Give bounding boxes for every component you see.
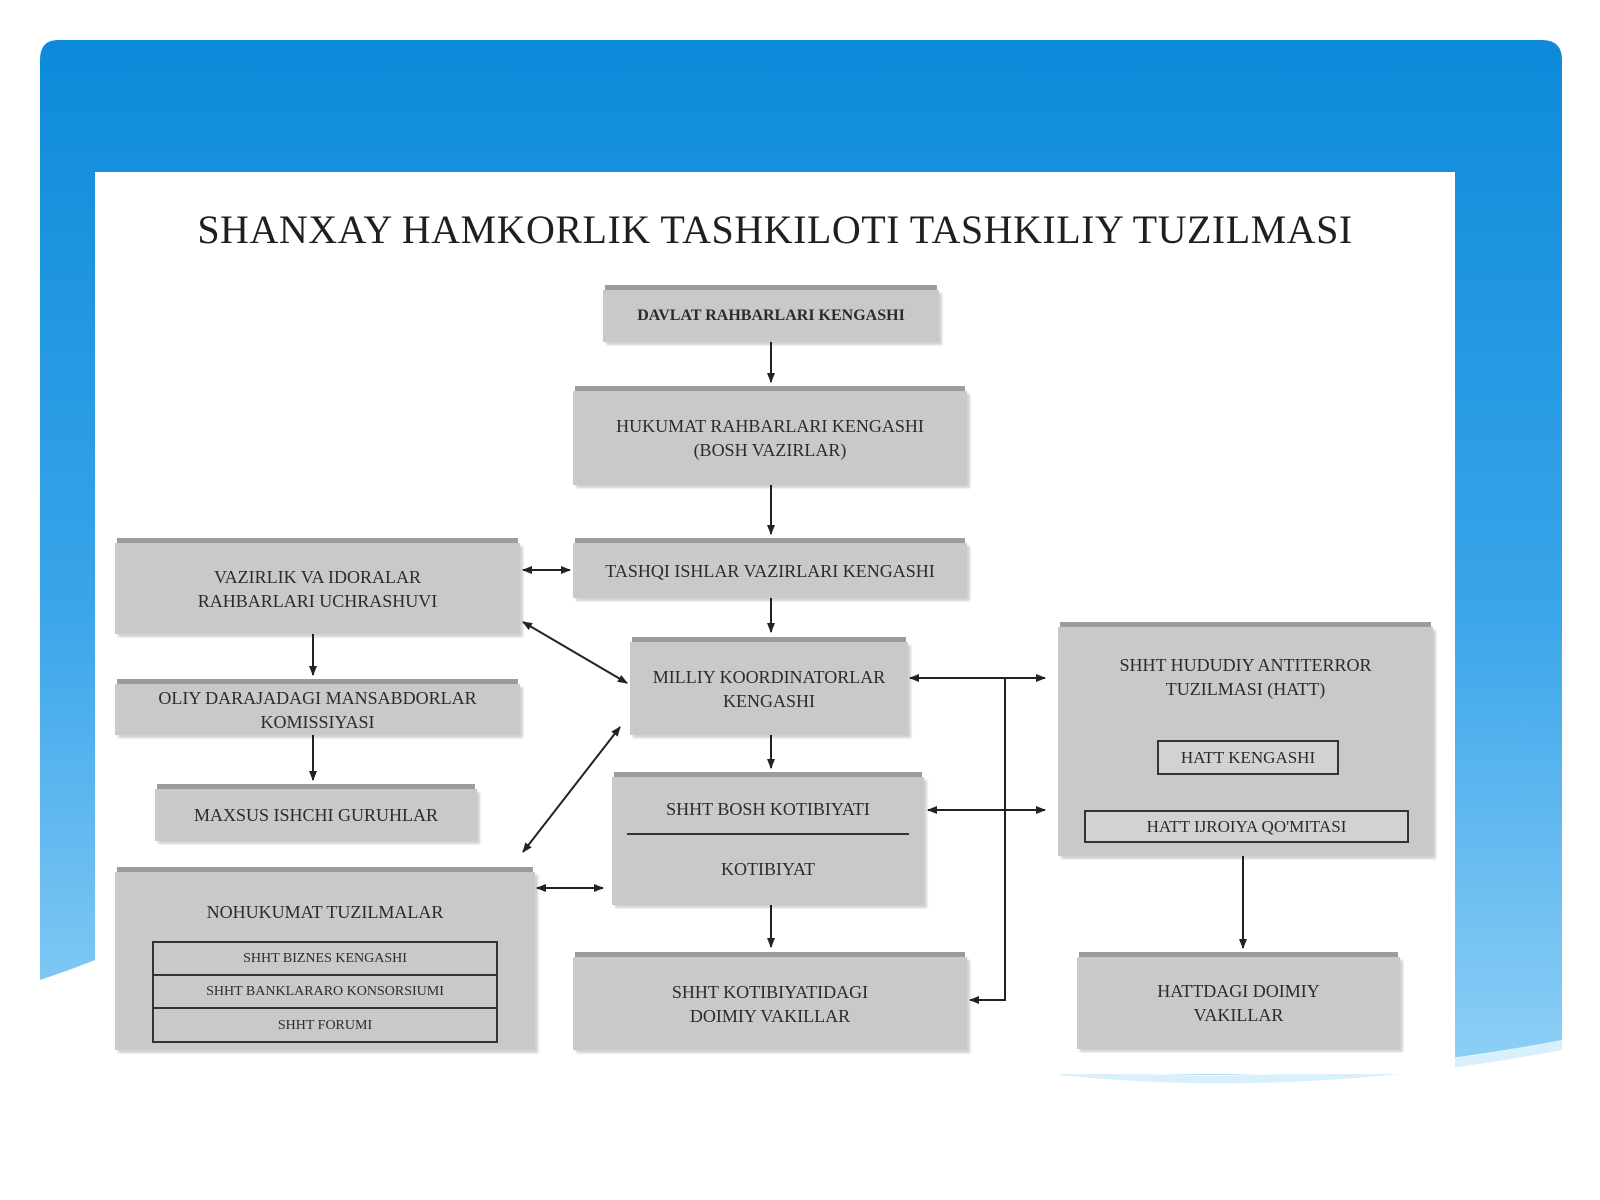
node-label: SHHT HUDUDIY ANTITERROR [1119, 655, 1372, 675]
node-doimiy-vakillar [573, 957, 967, 1050]
kotibiyat-divider [627, 833, 909, 835]
node-label: OLIY DARAJADAGI MANSABDORLAR [158, 687, 477, 708]
nohukumat-sub-list [152, 941, 498, 1043]
sub-item-banklararo-konsorsiumi: SHHT BANKLARARO KONSORSIUMI [154, 976, 496, 1009]
node-davlat-rahbarlari-kengashi [603, 290, 939, 342]
node-hatt-kengashi: HATT KENGASHI [1157, 740, 1339, 775]
node-label: HATTDAGI DOIMIY [1157, 981, 1320, 1001]
node-hukumat-rahbarlari-kengashi [573, 391, 967, 485]
node-hattdagi-doimiy-vakillar [1077, 957, 1400, 1049]
node-label: DAVLAT RAHBARLARI KENGASHI [637, 307, 905, 324]
node-hatt-ijroiya-qomitasi: HATT IJROIYA QO'MITASI [1084, 810, 1409, 843]
node-label: VAZIRLIK VA IDORALAR [213, 566, 422, 587]
node-label: DOIMIY VAKILLAR [689, 1005, 851, 1026]
node-milliy-koordinatorlar-kengashi [630, 642, 908, 735]
sub-item-shht-forumi: SHHT FORUMI [277, 1017, 373, 1033]
node-label: KOMISSIYASI [260, 711, 375, 732]
node-label: TASHQI ISHLAR VAZIRLARI KENGASHI [605, 560, 935, 581]
node-label: (BOSH VAZIRLAR) [693, 440, 847, 460]
diagram-title: SHANXAY HAMKORLIK TASHKILOTI TASHKILIY TUZILMASI [197, 207, 1353, 252]
node-shht-bosh-kotibiyati [612, 777, 924, 905]
node-vazirlik-va-idoralar [115, 543, 520, 634]
node-label: MAXSUS ISHCHI GURUHLAR [193, 805, 439, 825]
node-label: TUZILMASI (HATT) [1165, 679, 1326, 699]
node-label: HUKUMAT RAHBARLARI KENGASHI [616, 416, 924, 436]
node-label: KENGASHI [723, 690, 815, 711]
node-oliy-darajadagi-mansabdorlar [115, 684, 520, 735]
node-maxsus-ishchi-guruhlar [155, 789, 477, 841]
node-label: MILLIY KOORDINATORLAR [652, 666, 886, 687]
node-label: KOTIBIYAT [721, 859, 815, 879]
sub-item-biznes-kengashi: SHHT BIZNES KENGASHI [154, 943, 496, 976]
node-label: NOHUKUMAT TUZILMALAR [206, 902, 444, 922]
node-tashqi-ishlar-vazirlari-kengashi [573, 543, 967, 598]
node-label: VAKILLAR [1193, 1005, 1284, 1025]
node-label: SHHT KOTIBIYATIDAGI [671, 981, 869, 1002]
node-label: SHHT BOSH KOTIBIYATI [666, 799, 870, 819]
node-label: RAHBARLARI UCHRASHUVI [197, 590, 438, 611]
